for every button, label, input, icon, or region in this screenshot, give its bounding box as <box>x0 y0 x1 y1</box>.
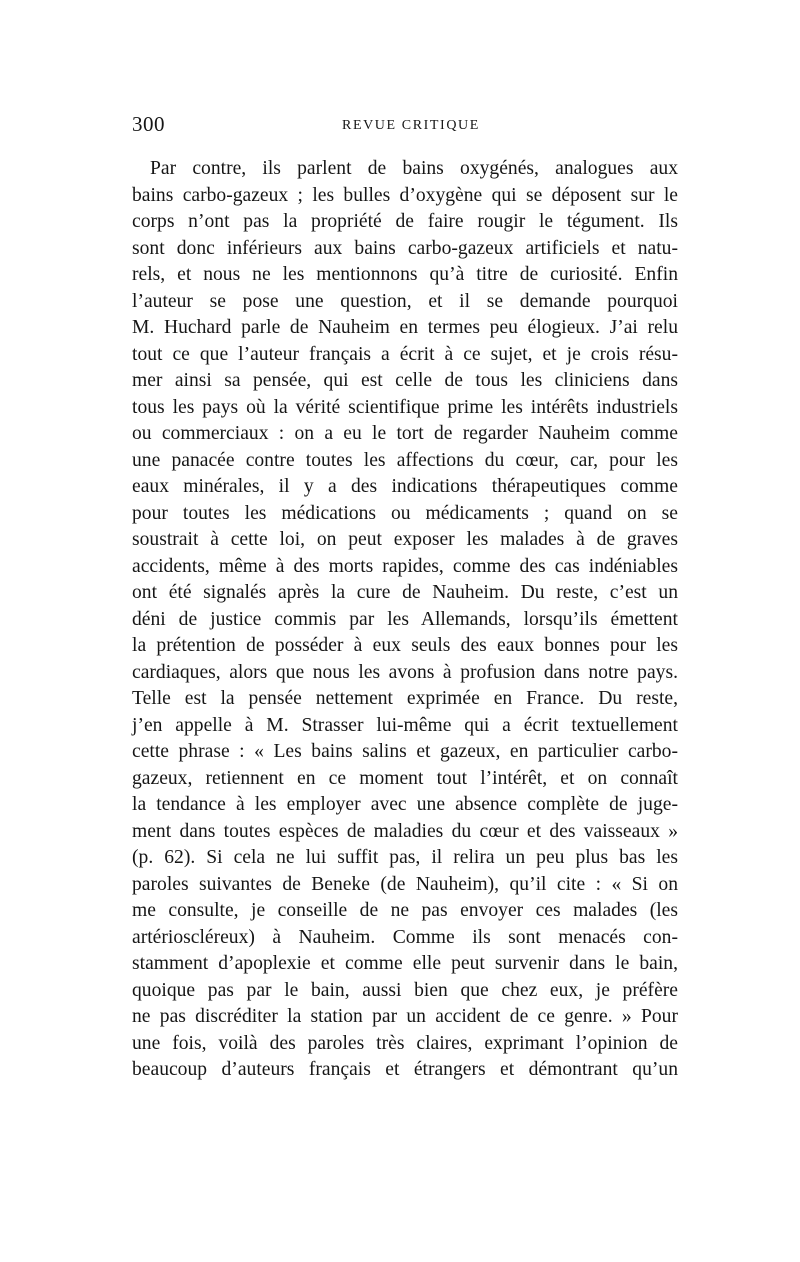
text-line: gazeux, retiennent en ce moment tout l’intérêt, et on connaît <box>132 767 678 789</box>
text-line: paroles suivantes de Beneke (de Nauheim), qu’il cite : « Si on <box>132 873 678 895</box>
text-line: une fois, voilà des paroles très claires, exprimant l’opinion de <box>132 1032 678 1054</box>
text-line: cardiaques, alors que nous les avons à profusion dans notre pays. <box>132 661 678 683</box>
text-line: sont donc inférieurs aux bains carbo-gazeux artificiels et natu- <box>132 237 678 259</box>
text-line: beaucoup d’auteurs français et étrangers et démontrant qu’un <box>132 1059 678 1080</box>
text-line: quoique pas par le bain, aussi bien que chez eux, je préfère <box>132 979 678 1001</box>
text-line: bains carbo-gazeux ; les bulles d’oxygène qui se déposent sur le <box>132 184 678 206</box>
text-line: l’auteur se pose une question, et il se demande pourquoi <box>132 290 678 312</box>
text-line: me consulte, je conseille de ne pas envoyer ces malades (les <box>132 900 678 921</box>
text-line: tous les pays où la vérité scientifique prime les intérêts industriels <box>132 396 678 418</box>
text-line: mer ainsi sa pensée, qui est celle de tous les cliniciens dans <box>132 370 678 391</box>
text-line: M. Huchard parle de Nauheim en termes peu élogieux. J’ai relu <box>132 317 678 338</box>
text-line: la tendance à les employer avec une absence complète de juge- <box>132 794 678 815</box>
text-line: cette phrase : « Les bains salins et gazeux, en particulier carbo- <box>132 741 678 762</box>
text-line: une panacée contre toutes les affections du cœur, car, pour les <box>132 449 678 471</box>
text-line: tout ce que l’auteur français a écrit à ce sujet, et je crois résu- <box>132 343 678 365</box>
text-line: la prétention de posséder à eux seuls des eaux bonnes pour les <box>132 635 678 656</box>
text-line: pour toutes les médications ou médicaments ; quand on se <box>132 502 678 524</box>
text-line: eaux minérales, il y a des indications thérapeutiques comme <box>132 476 678 497</box>
text-line: j’en appelle à M. Strasser lui-même qui a écrit textuellement <box>132 714 678 736</box>
text-line: ont été signalés après la cure de Nauheim. Du reste, c’est un <box>132 582 678 603</box>
text-line: ne pas discréditer la station par un accident de ce genre. » Pour <box>132 1006 678 1027</box>
text-line: soustrait à cette loi, on peut exposer les malades à de graves <box>132 529 678 550</box>
body-paragraph <box>132 156 678 1084</box>
text-line: (p. 62). Si cela ne lui suffit pas, il relira un peu plus bas les <box>132 847 678 868</box>
text-line: stamment d’apoplexie et comme elle peut survenir dans le bain, <box>132 953 678 974</box>
text-line: déni de justice commis par les Allemands, lorsqu’ils émettent <box>132 608 678 630</box>
text-line: ou commerciaux : on a eu le tort de regarder Nauheim comme <box>132 423 678 444</box>
text-line: rels, et nous ne les mentionnons qu’à titre de curiosité. Enfin <box>132 264 678 285</box>
text-line: ment dans toutes espèces de maladies du cœur et des vaisseaux » <box>132 820 678 842</box>
journal-title: REVUE CRITIQUE <box>342 118 480 133</box>
page-number: 300 <box>132 112 165 136</box>
text-line: Telle est la pensée nettement exprimée en France. Du reste, <box>132 688 678 709</box>
text-line: artérioscléreux) à Nauheim. Comme ils sont menacés con- <box>132 926 678 948</box>
running-head <box>132 112 678 142</box>
text-line: accidents, même à des morts rapides, comme des cas indéniables <box>132 555 678 577</box>
text-line: Par contre, ils parlent de bains oxygénés, analogues aux <box>150 158 678 179</box>
text-line: corps n’ont pas la propriété de faire rougir le tégument. Ils <box>132 211 678 232</box>
